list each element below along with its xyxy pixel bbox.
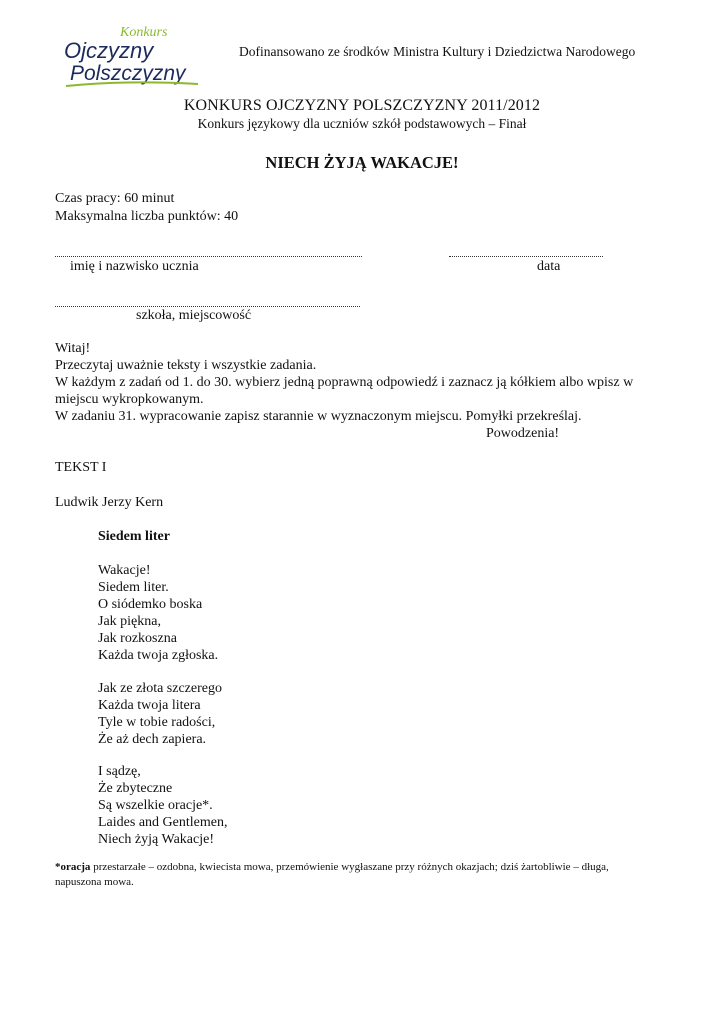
instructions <box>55 340 675 425</box>
poem-line: Każda twoja litera <box>98 698 201 713</box>
logo-word-polszczyzny: Polszczyzny <box>70 62 186 85</box>
poem-stanza-1 <box>98 562 218 664</box>
footnote <box>55 860 655 890</box>
poem-line: Jak ze złota szczerego <box>98 681 222 696</box>
date-field-label: data <box>537 259 561 274</box>
poem-line: Laides and Gentlemen, <box>98 815 228 830</box>
section-label: TEKST I <box>55 460 107 475</box>
test-heading: NIECH ŻYJĄ WAKACJE! <box>265 153 459 172</box>
poem-line: Że aż dech zapiera. <box>98 732 207 747</box>
poem-line: Tyle w tobie radości, <box>98 715 216 730</box>
footnote-text: przestarzałe – ozdobna, kwiecista mowa, przemówienie wygłaszane przy różnych okazjach; dziś żartobliwie – długa, napuszona mowa. <box>55 861 609 888</box>
poem-line: Że zbyteczne <box>98 781 173 796</box>
date-field-line[interactable] <box>449 256 603 257</box>
time-info: Czas pracy: 60 minut <box>55 191 175 206</box>
closing-greeting: Powodzenia! <box>486 426 560 441</box>
poem-line: Są wszelkie oracje*. <box>98 798 213 813</box>
name-field-line[interactable] <box>55 256 362 257</box>
instruction-line: miejscu wykropkowanym. <box>55 392 204 407</box>
name-field-label: imię i nazwisko ucznia <box>70 259 199 274</box>
contest-title: KONKURS OJCZYZNY POLSZCZYZNY 2011/2012 <box>183 97 541 114</box>
contest-subtitle: Konkurs językowy dla uczniów szkół podstawowych – Finał <box>197 116 527 131</box>
instruction-line: W każdym z zadań od 1. do 30. wybierz jedną poprawną odpowiedź i zaznacz ją kółkiem albo wpisz w <box>55 375 634 390</box>
poem-line: Niech żyją Wakacje! <box>98 832 214 847</box>
school-field-label: szkoła, miejscowość <box>136 308 252 323</box>
poem-line: I sądzę, <box>98 764 141 779</box>
logo-word-ojczyzny: Ojczyzny <box>64 38 154 63</box>
footnote-term: *oracja <box>55 861 91 873</box>
poem-author: Ludwik Jerzy Kern <box>55 495 164 510</box>
sponsor-note: Dofinansowano ze środków Ministra Kultury i Dziedzictwa Narodowego <box>239 44 636 59</box>
poem-stanza-3 <box>98 763 227 848</box>
instruction-line: W zadaniu 31. wypracowanie zapisz starannie w wyznaczonym miejscu. Pomyłki przekreślaj. <box>55 409 582 424</box>
poem-line: Siedem liter. <box>98 580 169 595</box>
poem-stanza-2 <box>98 680 222 748</box>
poem-line: Jak rozkoszna <box>98 631 177 646</box>
poem-title: Siedem liter <box>98 529 170 544</box>
poem-line: Każda twoja zgłoska. <box>98 648 219 663</box>
instruction-line: Przeczytaj uważnie teksty i wszystkie zadania. <box>55 358 317 373</box>
poem-line: Wakacje! <box>98 563 151 578</box>
points-info: Maksymalna liczba punktów: 40 <box>55 209 239 224</box>
contest-logo <box>58 22 208 92</box>
instruction-line: Witaj! <box>55 341 91 356</box>
logo-word-konkurs: Konkurs <box>120 25 168 40</box>
poem-line: Jak piękna, <box>98 614 161 629</box>
poem-line: O siódemko boska <box>98 597 203 612</box>
